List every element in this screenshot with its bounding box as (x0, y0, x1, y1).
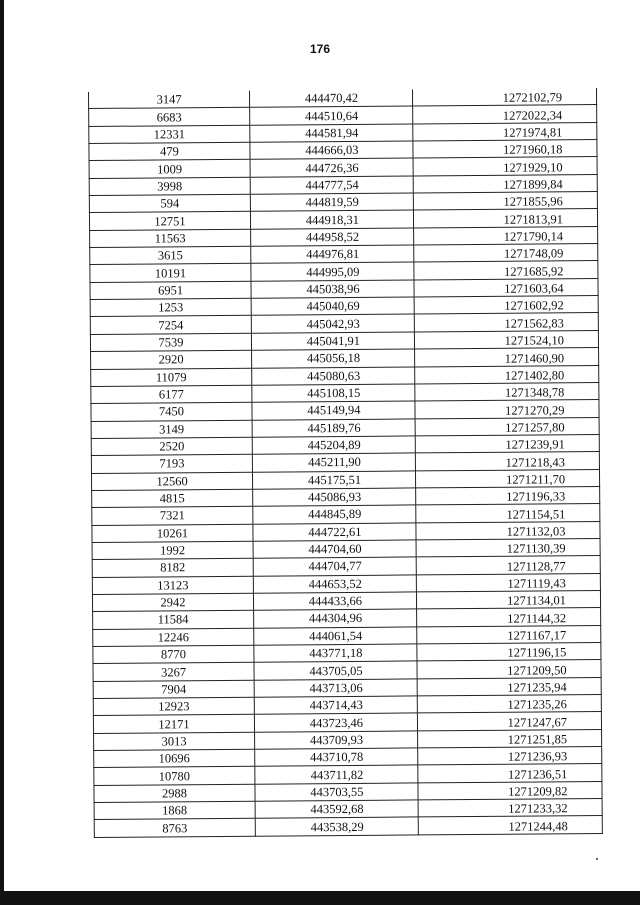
x-coordinate-cell: 444918,31 (250, 210, 413, 229)
x-coordinate-cell: 445211,90 (252, 453, 415, 472)
point-number-cell: 12751 (89, 212, 250, 231)
point-number-cell: 6683 (89, 108, 250, 127)
x-coordinate-cell: 445038,96 (251, 280, 414, 299)
y-coordinate-cell: 1271128,77 (416, 556, 600, 575)
y-coordinate-cell: 1271209,50 (417, 660, 601, 679)
y-coordinate-cell: 1271602,92 (414, 296, 598, 315)
y-coordinate-cell: 1271790,14 (414, 226, 598, 245)
y-coordinate-cell: 1272022,34 (413, 105, 597, 124)
point-number-cell: 479 (89, 142, 250, 161)
coordinates-table-container (88, 88, 602, 838)
x-coordinate-cell: 444704,77 (253, 557, 416, 576)
point-number-cell: 1992 (92, 541, 253, 560)
y-coordinate-cell: 1271130,39 (416, 538, 600, 557)
x-coordinate-cell: 445040,69 (251, 297, 414, 316)
x-coordinate-cell: 445175,51 (252, 471, 415, 490)
y-coordinate-cell: 1271236,51 (418, 764, 602, 783)
x-coordinate-cell: 444976,81 (251, 245, 414, 264)
y-coordinate-cell: 1271974,81 (413, 122, 597, 141)
point-number-cell: 1253 (90, 298, 251, 317)
x-coordinate-cell: 443771,18 (254, 644, 417, 663)
point-number-cell: 2520 (91, 437, 252, 456)
point-number-cell: 3998 (89, 177, 250, 196)
y-coordinate-cell: 1271257,80 (415, 417, 599, 436)
x-coordinate-cell: 443538,29 (255, 817, 418, 836)
x-coordinate-cell: 443723,46 (254, 713, 417, 732)
y-coordinate-cell: 1271132,03 (416, 521, 600, 540)
point-number-cell: 10191 (90, 264, 251, 283)
point-number-cell: 7193 (91, 454, 252, 473)
point-number-cell: 6177 (91, 385, 252, 404)
x-coordinate-cell: 443705,05 (254, 661, 417, 680)
point-number-cell: 8182 (92, 558, 253, 577)
x-coordinate-cell: 444666,03 (250, 141, 413, 160)
y-coordinate-cell: 1271134,01 (416, 590, 600, 609)
y-coordinate-cell: 1271960,18 (413, 140, 597, 159)
y-coordinate-cell: 1271154,51 (416, 504, 600, 523)
point-number-cell: 10696 (94, 749, 255, 768)
y-coordinate-cell: 1271524,10 (414, 330, 598, 349)
x-coordinate-cell: 443711,82 (255, 765, 418, 784)
coordinates-table-body (88, 88, 602, 837)
x-coordinate-cell: 444653,52 (253, 575, 416, 594)
x-coordinate-cell: 443714,43 (254, 696, 417, 715)
point-number-cell: 7321 (92, 506, 253, 525)
y-coordinate-cell: 1271813,91 (413, 209, 597, 228)
y-coordinate-cell: 1271119,43 (416, 573, 600, 592)
y-coordinate-cell: 1271929,10 (413, 157, 597, 176)
y-coordinate-cell: 1271603,64 (414, 278, 598, 297)
scan-bottom-edge (0, 891, 640, 905)
x-coordinate-cell: 444433,66 (253, 592, 416, 611)
point-number-cell: 3147 (88, 91, 249, 109)
y-coordinate-cell: 1271402,80 (415, 365, 599, 384)
x-coordinate-cell: 444995,09 (251, 262, 414, 281)
x-coordinate-cell: 445080,63 (252, 366, 415, 385)
point-number-cell: 7254 (90, 316, 251, 335)
y-coordinate-cell: 1271218,43 (415, 452, 599, 471)
y-coordinate-cell: 1271211,70 (415, 469, 599, 488)
point-number-cell: 7539 (90, 333, 251, 352)
point-number-cell: 11079 (91, 368, 252, 387)
x-coordinate-cell: 444510,64 (250, 106, 413, 125)
point-number-cell: 2942 (92, 593, 253, 612)
table-row (94, 816, 602, 837)
point-number-cell: 11563 (90, 229, 251, 248)
point-number-cell: 3267 (93, 663, 254, 682)
point-number-cell: 7904 (93, 680, 254, 699)
x-coordinate-cell: 444061,54 (254, 627, 417, 646)
y-coordinate-cell: 1271247,67 (417, 712, 601, 731)
y-coordinate-cell: 1271855,96 (413, 192, 597, 211)
point-number-cell: 3149 (91, 420, 252, 439)
x-coordinate-cell: 444581,94 (250, 124, 413, 143)
point-number-cell: 12331 (89, 125, 250, 144)
x-coordinate-cell: 445108,15 (252, 384, 415, 403)
point-number-cell: 594 (89, 194, 250, 213)
y-coordinate-cell: 1271899,84 (413, 174, 597, 193)
scan-speck (596, 858, 598, 860)
x-coordinate-cell: 445041,91 (251, 332, 414, 351)
y-coordinate-cell: 1271209,82 (418, 781, 602, 800)
point-number-cell: 12171 (93, 715, 254, 734)
x-coordinate-cell: 444304,96 (254, 609, 417, 628)
y-coordinate-cell: 1271685,92 (414, 261, 598, 280)
y-coordinate-cell: 1272102,79 (412, 88, 596, 106)
x-coordinate-cell: 444819,59 (250, 193, 413, 212)
y-coordinate-cell: 1271235,26 (417, 695, 601, 714)
x-coordinate-cell: 443713,06 (254, 679, 417, 698)
y-coordinate-cell: 1271748,09 (414, 244, 598, 263)
y-coordinate-cell: 1271251,85 (418, 729, 602, 748)
x-coordinate-cell: 443709,93 (255, 731, 418, 750)
x-coordinate-cell: 445086,93 (253, 488, 416, 507)
x-coordinate-cell: 445149,94 (252, 401, 415, 420)
point-number-cell: 12560 (91, 472, 252, 491)
y-coordinate-cell: 1271348,78 (415, 382, 599, 401)
point-number-cell: 2920 (91, 350, 252, 369)
point-number-cell: 12246 (93, 628, 254, 647)
x-coordinate-cell: 444845,89 (253, 505, 416, 524)
point-number-cell: 4815 (92, 489, 253, 508)
y-coordinate-cell: 1271244,48 (418, 816, 602, 835)
point-number-cell: 11584 (93, 611, 254, 630)
x-coordinate-cell: 445189,76 (252, 418, 415, 437)
point-number-cell: 1009 (89, 160, 250, 179)
point-number-cell: 3013 (94, 732, 255, 751)
x-coordinate-cell: 445204,89 (252, 436, 415, 455)
y-coordinate-cell: 1271460,90 (415, 348, 599, 367)
x-coordinate-cell: 443703,55 (255, 783, 418, 802)
point-number-cell: 1868 (94, 801, 255, 820)
y-coordinate-cell: 1271144,32 (417, 608, 601, 627)
point-number-cell: 7450 (91, 402, 252, 421)
y-coordinate-cell: 1271562,83 (414, 313, 598, 332)
y-coordinate-cell: 1271196,15 (417, 642, 601, 661)
point-number-cell: 2988 (94, 784, 255, 803)
point-number-cell: 13123 (92, 576, 253, 595)
x-coordinate-cell: 444958,52 (251, 228, 414, 247)
y-coordinate-cell: 1271235,94 (417, 677, 601, 696)
x-coordinate-cell: 444777,54 (250, 176, 413, 195)
point-number-cell: 3615 (90, 246, 251, 265)
x-coordinate-cell: 444726,36 (250, 158, 413, 177)
coordinates-table (88, 88, 603, 838)
point-number-cell: 12923 (93, 697, 254, 716)
point-number-cell: 8770 (93, 645, 254, 664)
x-coordinate-cell: 445056,18 (252, 349, 415, 368)
x-coordinate-cell: 444704,60 (253, 540, 416, 559)
y-coordinate-cell: 1271236,93 (418, 747, 602, 766)
page-number: 176 (309, 42, 331, 56)
point-number-cell: 6951 (90, 281, 251, 300)
point-number-cell: 10780 (94, 767, 255, 786)
x-coordinate-cell: 443710,78 (255, 748, 418, 767)
y-coordinate-cell: 1271239,91 (415, 434, 599, 453)
y-coordinate-cell: 1271233,32 (418, 799, 602, 818)
y-coordinate-cell: 1271196,33 (416, 486, 600, 505)
point-number-cell: 10261 (92, 524, 253, 543)
y-coordinate-cell: 1271270,29 (415, 400, 599, 419)
y-coordinate-cell: 1271167,17 (417, 625, 601, 644)
x-coordinate-cell: 444722,61 (253, 523, 416, 542)
x-coordinate-cell: 443592,68 (255, 800, 418, 819)
x-coordinate-cell: 444470,42 (249, 89, 412, 107)
scan-left-edge (0, 0, 4, 905)
point-number-cell: 8763 (94, 819, 255, 838)
x-coordinate-cell: 445042,93 (251, 314, 414, 333)
